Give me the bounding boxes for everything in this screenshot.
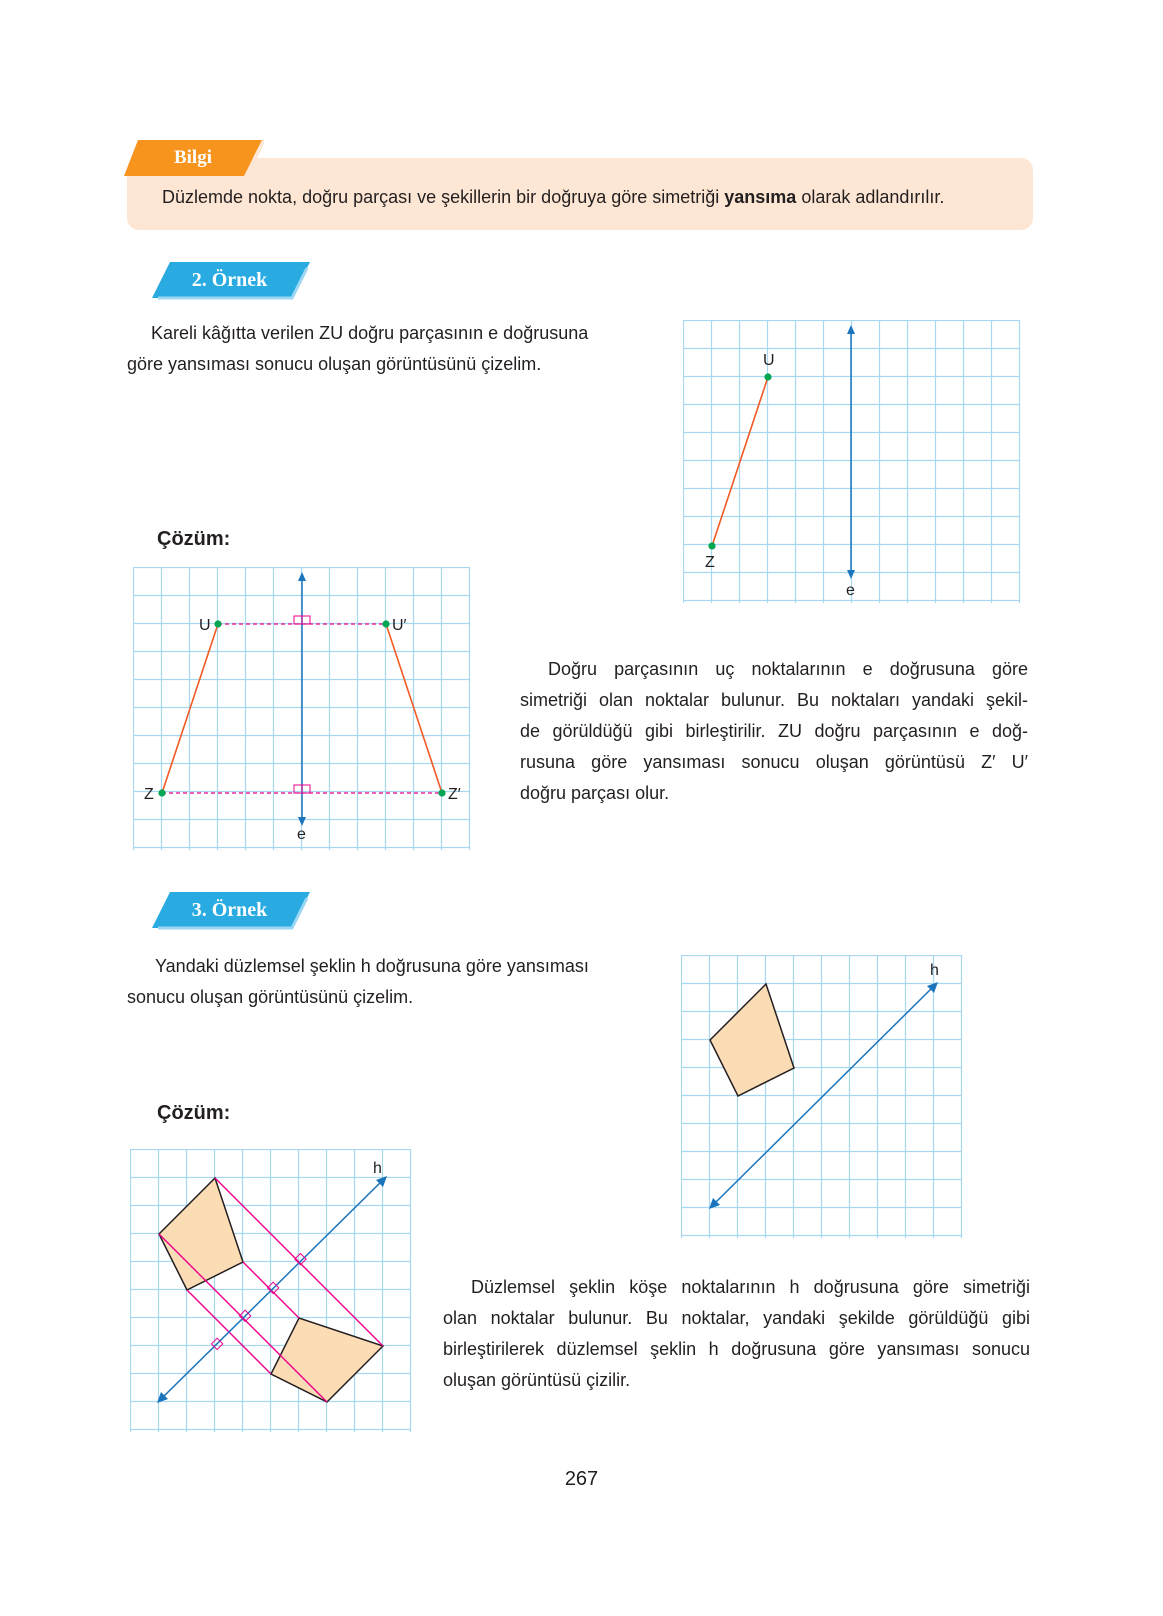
point-z (158, 789, 165, 796)
label-h: h (373, 1160, 382, 1177)
example3-solution-figure (130, 1149, 420, 1439)
label-u: U (763, 352, 775, 369)
arrow-down-icon (298, 817, 306, 826)
point-u (214, 620, 221, 627)
point-u (764, 373, 771, 380)
example3-problem-figure (681, 955, 971, 1245)
example2-solution-figure (133, 567, 483, 859)
arrow-up-icon (298, 572, 306, 581)
label-z: Z (705, 554, 715, 571)
example3-solution-text: Düzlemsel şeklin köşe noktalarının h doğrusuna göre simetriği olan noktalar bulunur. Bu noktalar, yandaki şekilde görüldüğü gibi birleştirilerek düzlemsel şeklin h doğrusuna göre yansıması sonucu oluşan görüntüsü çizilir. (443, 1277, 1030, 1390)
example3-solution-label: Çözüm: (157, 1102, 231, 1124)
point-z-prime (438, 789, 445, 796)
label-e: e (297, 826, 306, 843)
example2-solution-label: Çözüm: (157, 528, 231, 550)
example2-solution-text: Doğru parçasının uç noktalarının e doğrusuna göre simetriği olan noktalar bulunur. Bu noktaları yandaki şekil- de görüldüğü gibi birleştirilir. ZU doğru parçasının e doğ- rusuna göre yansıması sonucu oluşan görüntüsü Z′ U′ doğru parçası olur. (520, 659, 1028, 803)
label-h: h (930, 962, 939, 979)
quadrilateral (710, 984, 794, 1096)
label-z-prime: Z′ (448, 786, 461, 803)
label-u-prime: U′ (392, 617, 407, 634)
arrow-up-icon (847, 325, 855, 334)
point-u-prime (382, 620, 389, 627)
label-e: e (846, 582, 855, 599)
example3-question: Yandaki düzlemsel şeklin h doğrusuna göre yansıması sonucu oluşan görüntüsünü çizelim. (127, 956, 589, 1007)
label-u: U (199, 617, 211, 634)
point-z (708, 542, 715, 549)
example2-question: Kareli kâğıtta verilen ZU doğru parçasının e doğrusuna göre yansıması sonucu oluşan görüntüsünü çizelim. (127, 323, 589, 374)
label-z: Z (144, 786, 154, 803)
arrow-down-icon (847, 570, 855, 579)
original-quadrilateral (159, 1178, 243, 1290)
info-text: Düzlemde nokta, doğru parçası ve şekillerin bir doğruya göre simetriği yansıma olarak adlandırılır. (162, 187, 945, 207)
page-number: 267 (564, 1468, 599, 1490)
example2-problem-figure (683, 320, 1025, 610)
example3-title: 3. Örnek (191, 899, 268, 921)
reflected-quadrilateral (271, 1318, 383, 1402)
info-tab-title: Bilgi (173, 147, 212, 168)
example2-title: 2. Örnek (191, 269, 268, 291)
